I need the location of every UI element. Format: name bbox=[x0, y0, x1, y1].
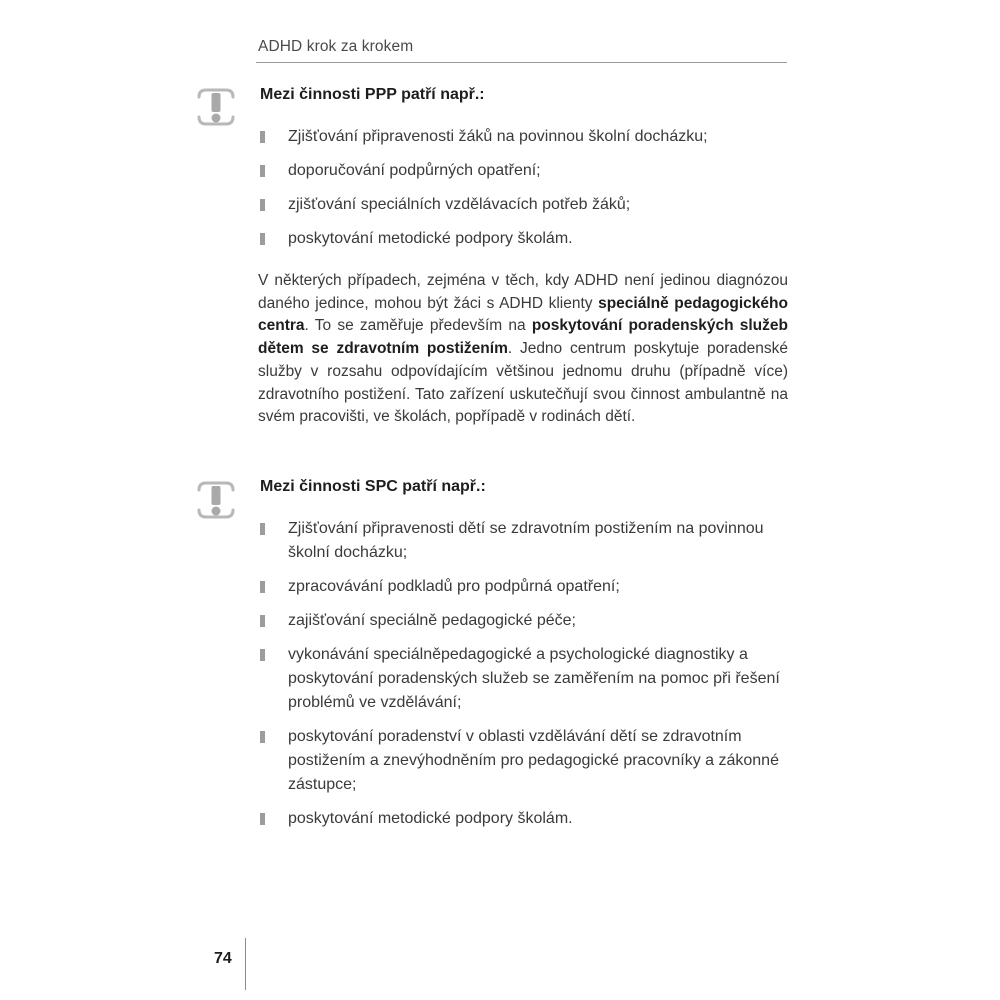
exclamation-note-icon bbox=[194, 478, 238, 522]
list-item: Zjišťování připravenosti dětí se zdravotním postižením na povinnou školní docházku; bbox=[258, 517, 788, 565]
list-item: doporučování podpůrných opatření; bbox=[258, 159, 788, 183]
section-heading-spc: Mezi činnosti SPC patří např.: bbox=[260, 478, 486, 495]
body-paragraph: V některých případech, zejména v těch, kdy ADHD není jedinou diagnózou daného jedince, mohou být žáci s ADHD klienty speciálně pedagogického centra. To se zaměřuje především na poskytování poradenských služeb dětem se zdravotním postižením. Jedno centrum poskytuje poradenské služby v rozsahu odpovídajícím většinou jednomu druhu (případně více) zdravotního postižení. Tato zařízení uskutečňují svou činnost ambulantně na svém pracovišti, ve školách, popřípadě v rodinách dětí. bbox=[258, 272, 788, 426]
emphasis-spc: speciálně pedagogického centra bbox=[258, 294, 788, 335]
bullet-marker bbox=[260, 233, 265, 245]
page-number: 74 bbox=[214, 950, 232, 967]
bullet-marker bbox=[260, 615, 265, 627]
list-item: poskytování poradenství v oblasti vzdělávání dětí se zdravotním postižením a znevýhodněním pro pedagogické pracovníky a zákonné zástupce; bbox=[258, 725, 788, 797]
list-item: poskytování metodické podpory školám. bbox=[258, 807, 788, 831]
list-item: zpracovávání podkladů pro podpůrná opatření; bbox=[258, 575, 788, 599]
running-header: ADHD krok za krokem bbox=[258, 38, 414, 55]
header-rule bbox=[256, 62, 787, 63]
bullet-marker bbox=[260, 813, 265, 825]
exclamation-note-icon bbox=[194, 85, 238, 129]
list-item: poskytování metodické podpory školám. bbox=[258, 227, 788, 251]
bullet-marker bbox=[260, 523, 265, 535]
bullet-marker bbox=[260, 581, 265, 593]
ppp-activity-list bbox=[258, 125, 788, 251]
page-number-rule bbox=[245, 938, 246, 990]
bullet-marker bbox=[260, 649, 265, 661]
section-heading-ppp: Mezi činnosti PPP patří např.: bbox=[260, 86, 485, 103]
bullet-marker bbox=[260, 199, 265, 211]
bullet-marker bbox=[260, 131, 265, 143]
list-item: Zjišťování připravenosti žáků na povinnou školní docházku; bbox=[258, 125, 788, 149]
spc-activity-list bbox=[258, 517, 788, 831]
list-item: zjišťování speciálních vzdělávacích potřeb žáků; bbox=[258, 193, 788, 217]
emphasis-services: poskytování poradenských služeb dětem se zdravotním postižením bbox=[258, 317, 788, 358]
bullet-marker bbox=[260, 165, 265, 177]
list-item: zajišťování speciálně pedagogické péče; bbox=[258, 609, 788, 633]
bullet-marker bbox=[260, 731, 265, 743]
list-item: vykonávání speciálněpedagogické a psychologické diagnostiky a poskytování poradenských služeb se zaměřením na pomoc při řešení problémů ve vzdělávání; bbox=[258, 643, 788, 715]
